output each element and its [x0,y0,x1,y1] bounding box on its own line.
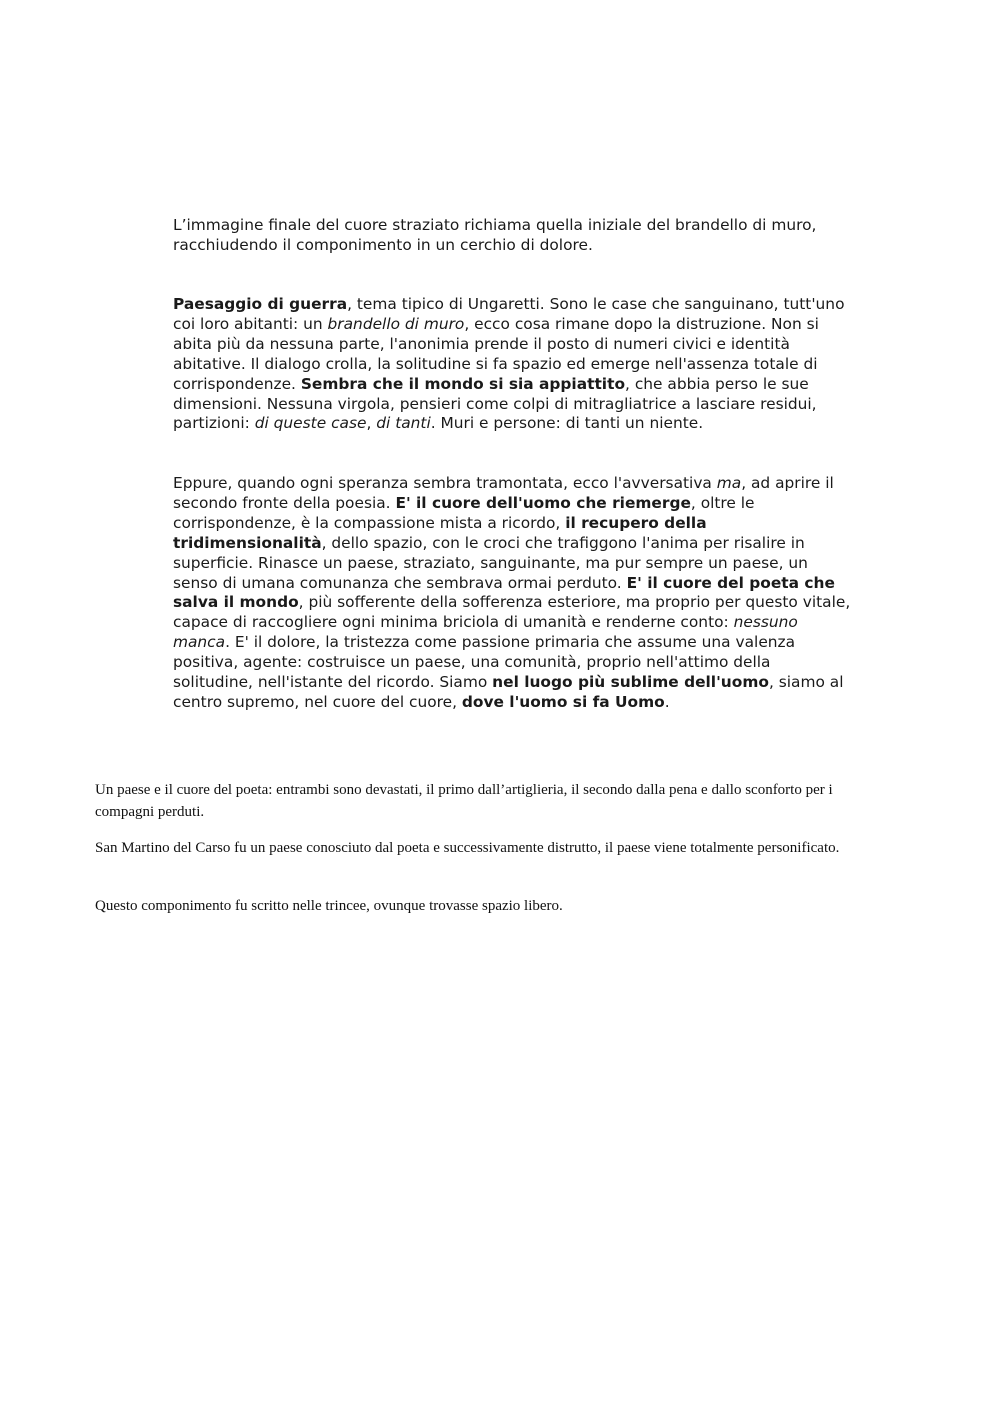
text-run: . Muri e persone: di tanti un niente. [430,414,704,433]
text-run: , ecco cosa rimane dopo la distruzione. Non si abita più da nessuna parte, l'anonimia prende il posto di numeri civici e identità abitative. Il dialogo crolla, la solitudine si fa spazio ed emerge nell'assenza totale di corrispondenze. [173,314,819,393]
italic-text-run: di queste case [254,414,367,433]
text-run: , dello spazio, con le croci che trafiggono l'anima per risalire in superficie. Rinasce un paese, straziato, sanguinante, ma pur sempre un paese, un senso di umana comunanza che sembrava ormai perduto. [173,533,808,592]
bold-text-run: E' il cuore dell'uomo che riemerge [395,493,691,512]
note-text: Un paese e il cuore del poeta: entrambi sono devastati, il primo dall’artiglieria, il secondo dalla pena e dallo sconforto per i compagni perduti. [95,782,833,820]
bold-text-run: E' il cuore del poeta che salva il mondo [173,573,835,612]
text-run: , oltre le corrispondenze, è la compassione mista a ricordo, [173,493,755,532]
note-text: Questo componimento fu scritto nelle trincee, ovunque trovasse spazio libero. [95,898,563,914]
excerpt-paragraph-heart-reemerges [173,474,853,713]
bold-text-run: il recupero della tridimensionalità [173,513,707,552]
text-run: , che abbia perso le sue dimensioni. Nessuna virgola, pensieri come colpi di mitragliatrice a lasciare residui, partizioni: [173,374,817,433]
note-paragraph-3 [95,895,895,917]
paragraph-text [173,216,853,256]
text-run: . E' il dolore, la tristezza come passione primaria che assume una valenza positiva, agente: costruisce un paese, una comunità, proprio nell'attimo della solitudine, nell'istante del ricordo. Siamo [173,633,796,692]
note-paragraph-1 [95,779,895,823]
text-run: , siamo al centro supremo, nel cuore del cuore, [173,673,844,711]
text-run: , [366,414,377,433]
note-paragraph-2 [95,837,895,859]
text-run: , ad aprire il secondo fronte della poesia. [173,474,834,512]
excerpt-paragraph-war-landscape [173,295,853,434]
italic-text-run: ma [716,474,742,492]
excerpt-paragraph-intro [173,216,853,256]
italic-text-run: nessuno manca [173,613,798,652]
bold-text-run: nel luogo più sublime dell'uomo [492,673,769,692]
text-run: L’immagine finale del cuore straziato richiama quella iniziale del brandello di muro, racchiudendo il componimento in un cerchio di dolore. [173,216,817,254]
italic-text-run: brandello di muro [327,314,465,333]
bold-text-run: Sembra che il mondo si sia appiattito [300,374,626,393]
text-run: . [664,692,670,711]
bold-text-run: dove l'uomo si fa Uomo [461,692,665,711]
note-text: San Martino del Carso fu un paese conosciuto dal poeta e successivamente distrutto, il paese viene totalmente personificato. [95,840,840,856]
text-run: Eppure, quando ogni speranza sembra tramontata, ecco l'avversativa [173,474,717,492]
paragraph-text [173,474,853,713]
paragraph-text [173,295,853,434]
italic-text-run: di tanti [376,414,431,433]
text-run: , più sofferente della sofferenza esteriore, ma proprio per questo vitale, capace di raccogliere ogni minima briciola di umanità e renderne conto: [173,593,851,632]
bold-text-run: Paesaggio di guerra [173,295,348,313]
text-run: , tema tipico di Ungaretti. Sono le case che sanguinano, tutt'uno coi loro abitanti: un [173,295,845,333]
